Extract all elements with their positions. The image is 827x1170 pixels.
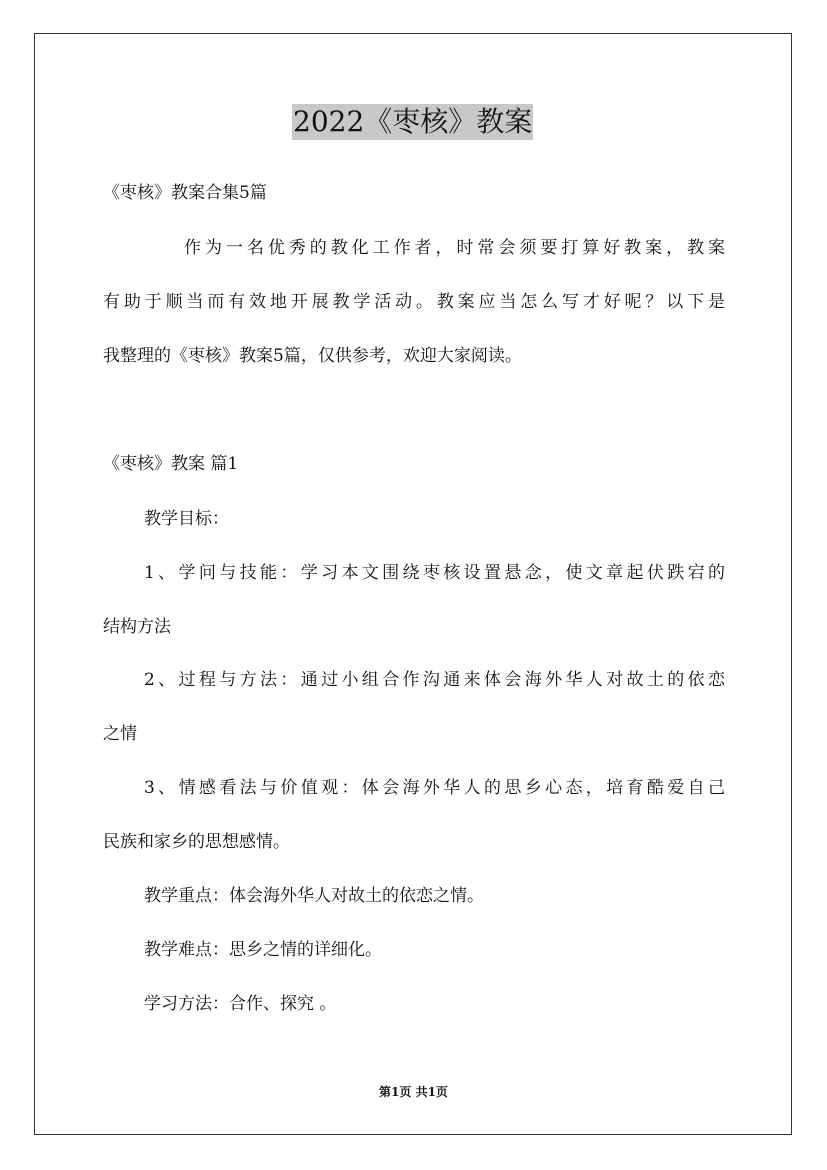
intro-line-1: 作为一名优秀的教化工作者，时常会须要打算好教案，教案	[184, 238, 725, 258]
section-heading: 《枣核》教案 篇1	[103, 454, 239, 474]
goal-1-line-2: 结构方法	[103, 617, 171, 637]
goals-label: 教学目标：	[144, 509, 229, 529]
goal-1-line-1: 1、学问与技能：学习本文围绕枣核设置悬念，使文章起伏跌宕的	[144, 563, 725, 583]
key-point: 教学重点：体会海外华人对故土的依恋之情。	[144, 886, 484, 906]
difficulty: 教学难点：思乡之情的详细化。	[144, 940, 382, 960]
intro-line-3: 我整理的《枣核》教案5篇，仅供参考，欢迎大家阅读。	[103, 346, 522, 366]
goal-3-line-2: 民族和家乡的思想感情。	[103, 832, 290, 852]
goal-2-line-1: 2、过程与方法：通过小组合作沟通来体会海外华人对故土的依恋	[144, 670, 725, 690]
document-title: 2022《枣核》教案	[293, 105, 533, 138]
intro-line-2: 有助于顺当而有效地开展教学活动。教案应当怎么写才好呢？以下是	[103, 292, 725, 312]
document-subtitle: 《枣核》教案合集5篇	[103, 183, 267, 203]
page-footer: 第1页 共1页	[379, 1085, 448, 1099]
learning-method: 学习方法：合作、探究 。	[144, 994, 337, 1014]
goal-3-line-1: 3、情感看法与价值观：体会海外华人的思乡心态，培育酷爱自己	[144, 778, 725, 798]
goal-2-line-2: 之情	[103, 724, 137, 744]
